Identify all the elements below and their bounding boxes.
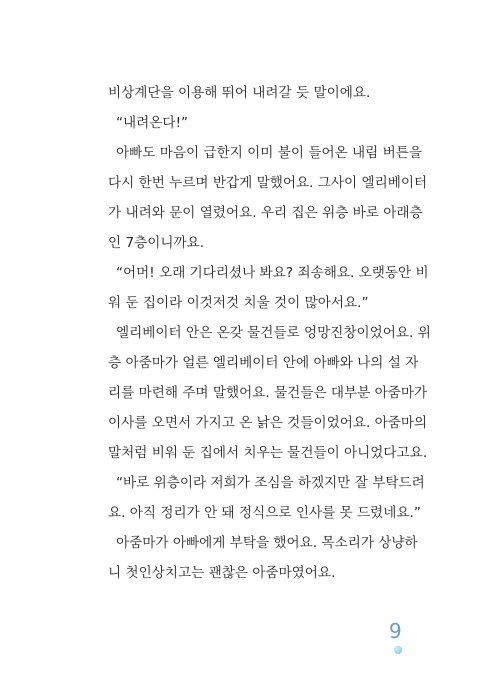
page-number-dot-icon [394, 646, 402, 654]
text-line: 이사를 오면서 가지고 온 낡은 것들이었어요. 아줌마의 [108, 415, 428, 431]
text-line: 워 둔 집이라 이것저것 치울 것이 많아서요.” [108, 295, 369, 311]
text-line: 층 아줌마가 얼른 엘리베이터 안에 아빠와 나의 설 자 [108, 355, 419, 371]
text-line: 가 내려와 문이 열렸어요. 우리 집은 위층 바로 아래층 [108, 205, 423, 221]
text-line: 다시 한번 누르며 반갑게 말했어요. 그사이 엘리베이터 [108, 175, 428, 191]
text-line: 아빠도 마음이 급한지 이미 불이 들어온 내림 버튼을 [116, 145, 423, 161]
text-line: “바로 위층이라 저희가 조심을 하겠지만 잘 부탁드려 [116, 475, 425, 491]
text-line: 니 첫인상치고는 괜찮은 아줌마였어요. [108, 565, 336, 581]
text-line: 리를 마련해 주며 말했어요. 물건들은 대부분 아줌마가 [108, 385, 428, 401]
text-line: 말처럼 비워 둔 집에서 치우는 물건들이 아니었다고요. [108, 445, 428, 461]
text-line: “어머! 오래 기다리셨나 봐요? 죄송해요. 오랫동안 비 [116, 265, 429, 281]
text-line: 아줌마가 아빠에게 부탁을 했어요. 목소리가 상냥하 [116, 535, 418, 551]
text-line: 비상계단을 이용해 뛰어 내려갈 듯 말이에요. [108, 85, 371, 101]
text-line: 요. 아직 정리가 안 돼 정식으로 인사를 못 드렸네요.” [108, 505, 421, 521]
text-line: “내려온다!” [116, 115, 189, 131]
text-line: 인 7층이니까요. [108, 235, 205, 251]
page-number: 9 [389, 619, 402, 643]
text-line: 엘리베이터 안은 온갖 물건들로 엉망진창이었어요. 위 [116, 325, 431, 341]
